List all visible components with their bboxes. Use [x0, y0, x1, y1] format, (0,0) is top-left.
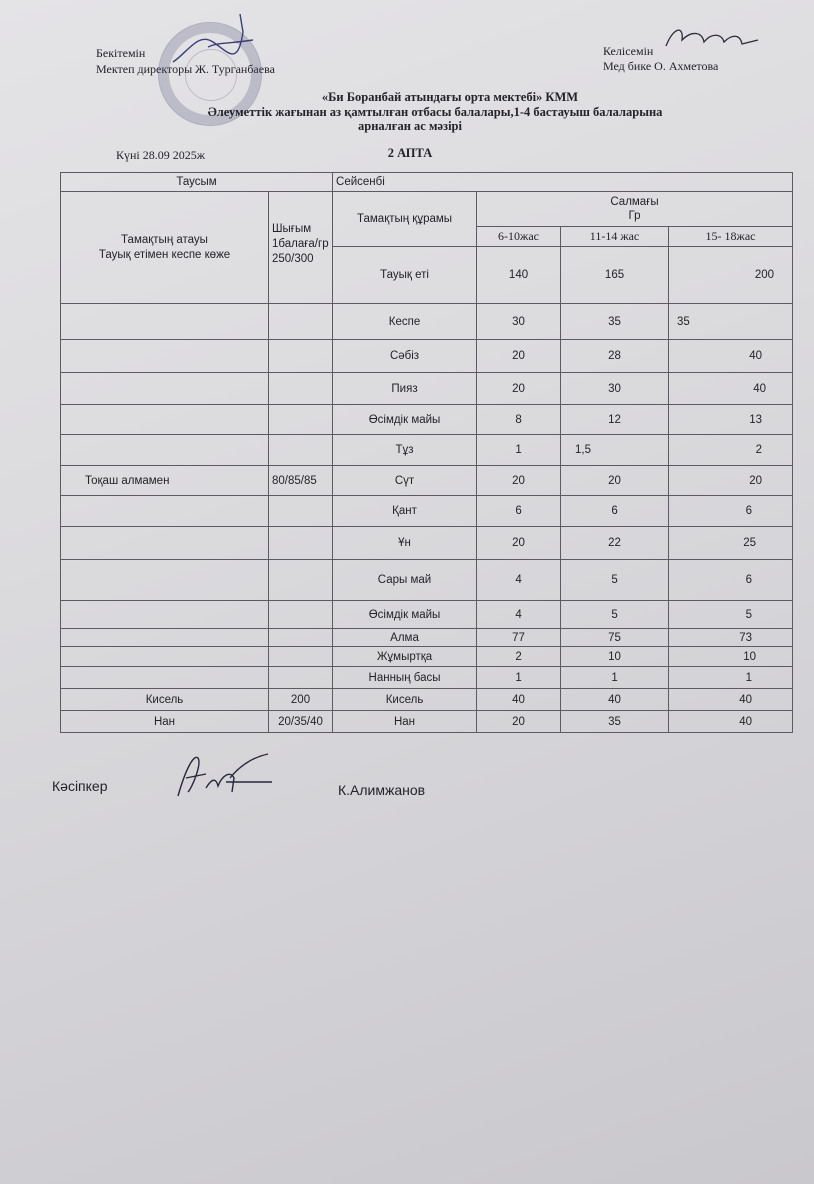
entrepreneur-signature	[172, 748, 282, 804]
col-name-header: Тамақтың атауы	[121, 233, 208, 246]
ingredient-name: Пияз	[333, 373, 477, 405]
ingredient-name: Кеспе	[333, 304, 477, 340]
approval-right-line-2: Мед бике О. Ахметова	[603, 59, 719, 73]
day-label: Сейсенбі	[333, 173, 793, 192]
ingredient-name: Сәбіз	[333, 340, 477, 373]
dish3-name: Кисель	[61, 689, 269, 711]
col-age-6-10: 6-10жас	[477, 227, 561, 247]
dish1-name-cell	[61, 192, 269, 304]
weight-15-18: 10	[669, 647, 793, 667]
week-label: 2 АПТА	[387, 146, 433, 160]
dish2-yield: 80/85/85	[269, 466, 333, 496]
ingredient-name: Өсімдік майы	[333, 601, 477, 629]
weight-11-14: 1,5	[561, 435, 669, 466]
ingredient-name: Өсімдік майы	[333, 405, 477, 435]
ingredient-name: Нан	[333, 711, 477, 733]
col-age-11-14: 11-14 жас	[561, 227, 669, 247]
weight-15-18: 40	[669, 373, 793, 405]
weight-11-14: 5	[561, 560, 669, 601]
weight-11-14: 30	[561, 373, 669, 405]
dish4-name: Нан	[61, 711, 269, 733]
weight-11-14: 22	[561, 527, 669, 560]
weight-6-10: 77	[477, 629, 561, 647]
weight-15-18: 40	[669, 340, 793, 373]
weight-11-14: 12	[561, 405, 669, 435]
weight-15-18: 5	[669, 601, 793, 629]
menu-subtitle-1: Әлеуметтік жағынан аз қамтылған отбасы балалары,1-4 бастауыш балаларына	[207, 105, 663, 119]
weight-11-14: 6	[561, 496, 669, 527]
weight-11-14: 20	[561, 466, 669, 496]
weight-6-10: 6	[477, 496, 561, 527]
weight-6-10: 20	[477, 711, 561, 733]
nurse-signature	[662, 22, 762, 56]
weight-6-10: 20	[477, 340, 561, 373]
ingredient-name: Сары май	[333, 560, 477, 601]
weight-6-10: 140	[477, 247, 561, 304]
weight-11-14: 35	[561, 304, 669, 340]
approval-left-line-1: Бекітемін	[96, 46, 146, 60]
weight-6-10: 2	[477, 647, 561, 667]
col-yield-header-2: 1балаға/гр	[272, 238, 329, 250]
weight-6-10: 30	[477, 304, 561, 340]
school-name: «Би Боранбай атындағы орта мектебі» КММ	[321, 90, 579, 104]
weight-11-14: 35	[561, 711, 669, 733]
weight-11-14: 40	[561, 689, 669, 711]
col-age-15-18: 15- 18жас	[669, 227, 793, 247]
col-composition-header: Тамақтың құрамы	[333, 192, 477, 247]
weight-6-10: 20	[477, 466, 561, 496]
weight-6-10: 40	[477, 689, 561, 711]
meal-label: Таусым	[61, 173, 333, 192]
ingredient-name: Кисель	[333, 689, 477, 711]
dish1-name: Тауық етімен кеспе көже	[98, 248, 231, 261]
entrepreneur-label: Кәсіпкер	[52, 778, 108, 794]
dish2-name: Тоқаш алмамен	[61, 466, 269, 496]
ingredient-name: Сүт	[333, 466, 477, 496]
ingredient-name: Қант	[333, 496, 477, 527]
approval-left-line-2: Мектеп директоры Ж. Турганбаева	[96, 62, 275, 76]
dish4-yield: 20/35/40	[269, 711, 333, 733]
approval-right-line-1: Келісемін	[603, 44, 654, 58]
weight-6-10: 20	[477, 373, 561, 405]
weight-6-10: 8	[477, 405, 561, 435]
menu-subtitle-2: арналған ас мәзірі	[358, 119, 462, 133]
director-signature	[168, 12, 258, 74]
ingredient-name: Тұз	[333, 435, 477, 466]
col-yield-header-1: Шығым	[272, 223, 312, 235]
menu-table	[60, 172, 793, 733]
weight-15-18: 6	[669, 496, 793, 527]
weight-15-18: 35	[669, 304, 793, 340]
ingredient-name: Ұн	[333, 527, 477, 560]
weight-11-14: 28	[561, 340, 669, 373]
weight-11-14: 5	[561, 601, 669, 629]
weight-15-18: 13	[669, 405, 793, 435]
weight-15-18: 25	[669, 527, 793, 560]
weight-11-14: 165	[561, 247, 669, 304]
entrepreneur-name: К.Алимжанов	[338, 782, 426, 798]
date-label: Күні 28.09 2025ж	[116, 148, 206, 162]
dish1-yield-cell	[269, 192, 333, 304]
col-weight-header	[477, 192, 793, 227]
weight-6-10: 20	[477, 527, 561, 560]
weight-15-18: 200	[669, 247, 793, 304]
ingredient-name: Нанның басы	[333, 667, 477, 689]
weight-15-18: 40	[669, 689, 793, 711]
dish3-yield: 200	[269, 689, 333, 711]
dish1-yield: 250/300	[272, 253, 314, 265]
weight-6-10: 1	[477, 435, 561, 466]
ingredient-name: Жұмыртқа	[333, 647, 477, 667]
weight-15-18: 1	[669, 667, 793, 689]
weight-15-18: 20	[669, 466, 793, 496]
weight-15-18: 73	[669, 629, 793, 647]
weight-15-18: 2	[669, 435, 793, 466]
weight-15-18: 6	[669, 560, 793, 601]
col-weight-header-2: Гр	[628, 210, 641, 222]
weight-6-10: 4	[477, 601, 561, 629]
weight-15-18: 40	[669, 711, 793, 733]
weight-11-14: 10	[561, 647, 669, 667]
weight-11-14: 75	[561, 629, 669, 647]
col-weight-header-1: Салмағы	[610, 196, 659, 208]
ingredient-name: Алма	[333, 629, 477, 647]
weight-6-10: 1	[477, 667, 561, 689]
weight-6-10: 4	[477, 560, 561, 601]
ingredient-name: Тауық еті	[333, 247, 477, 304]
weight-11-14: 1	[561, 667, 669, 689]
